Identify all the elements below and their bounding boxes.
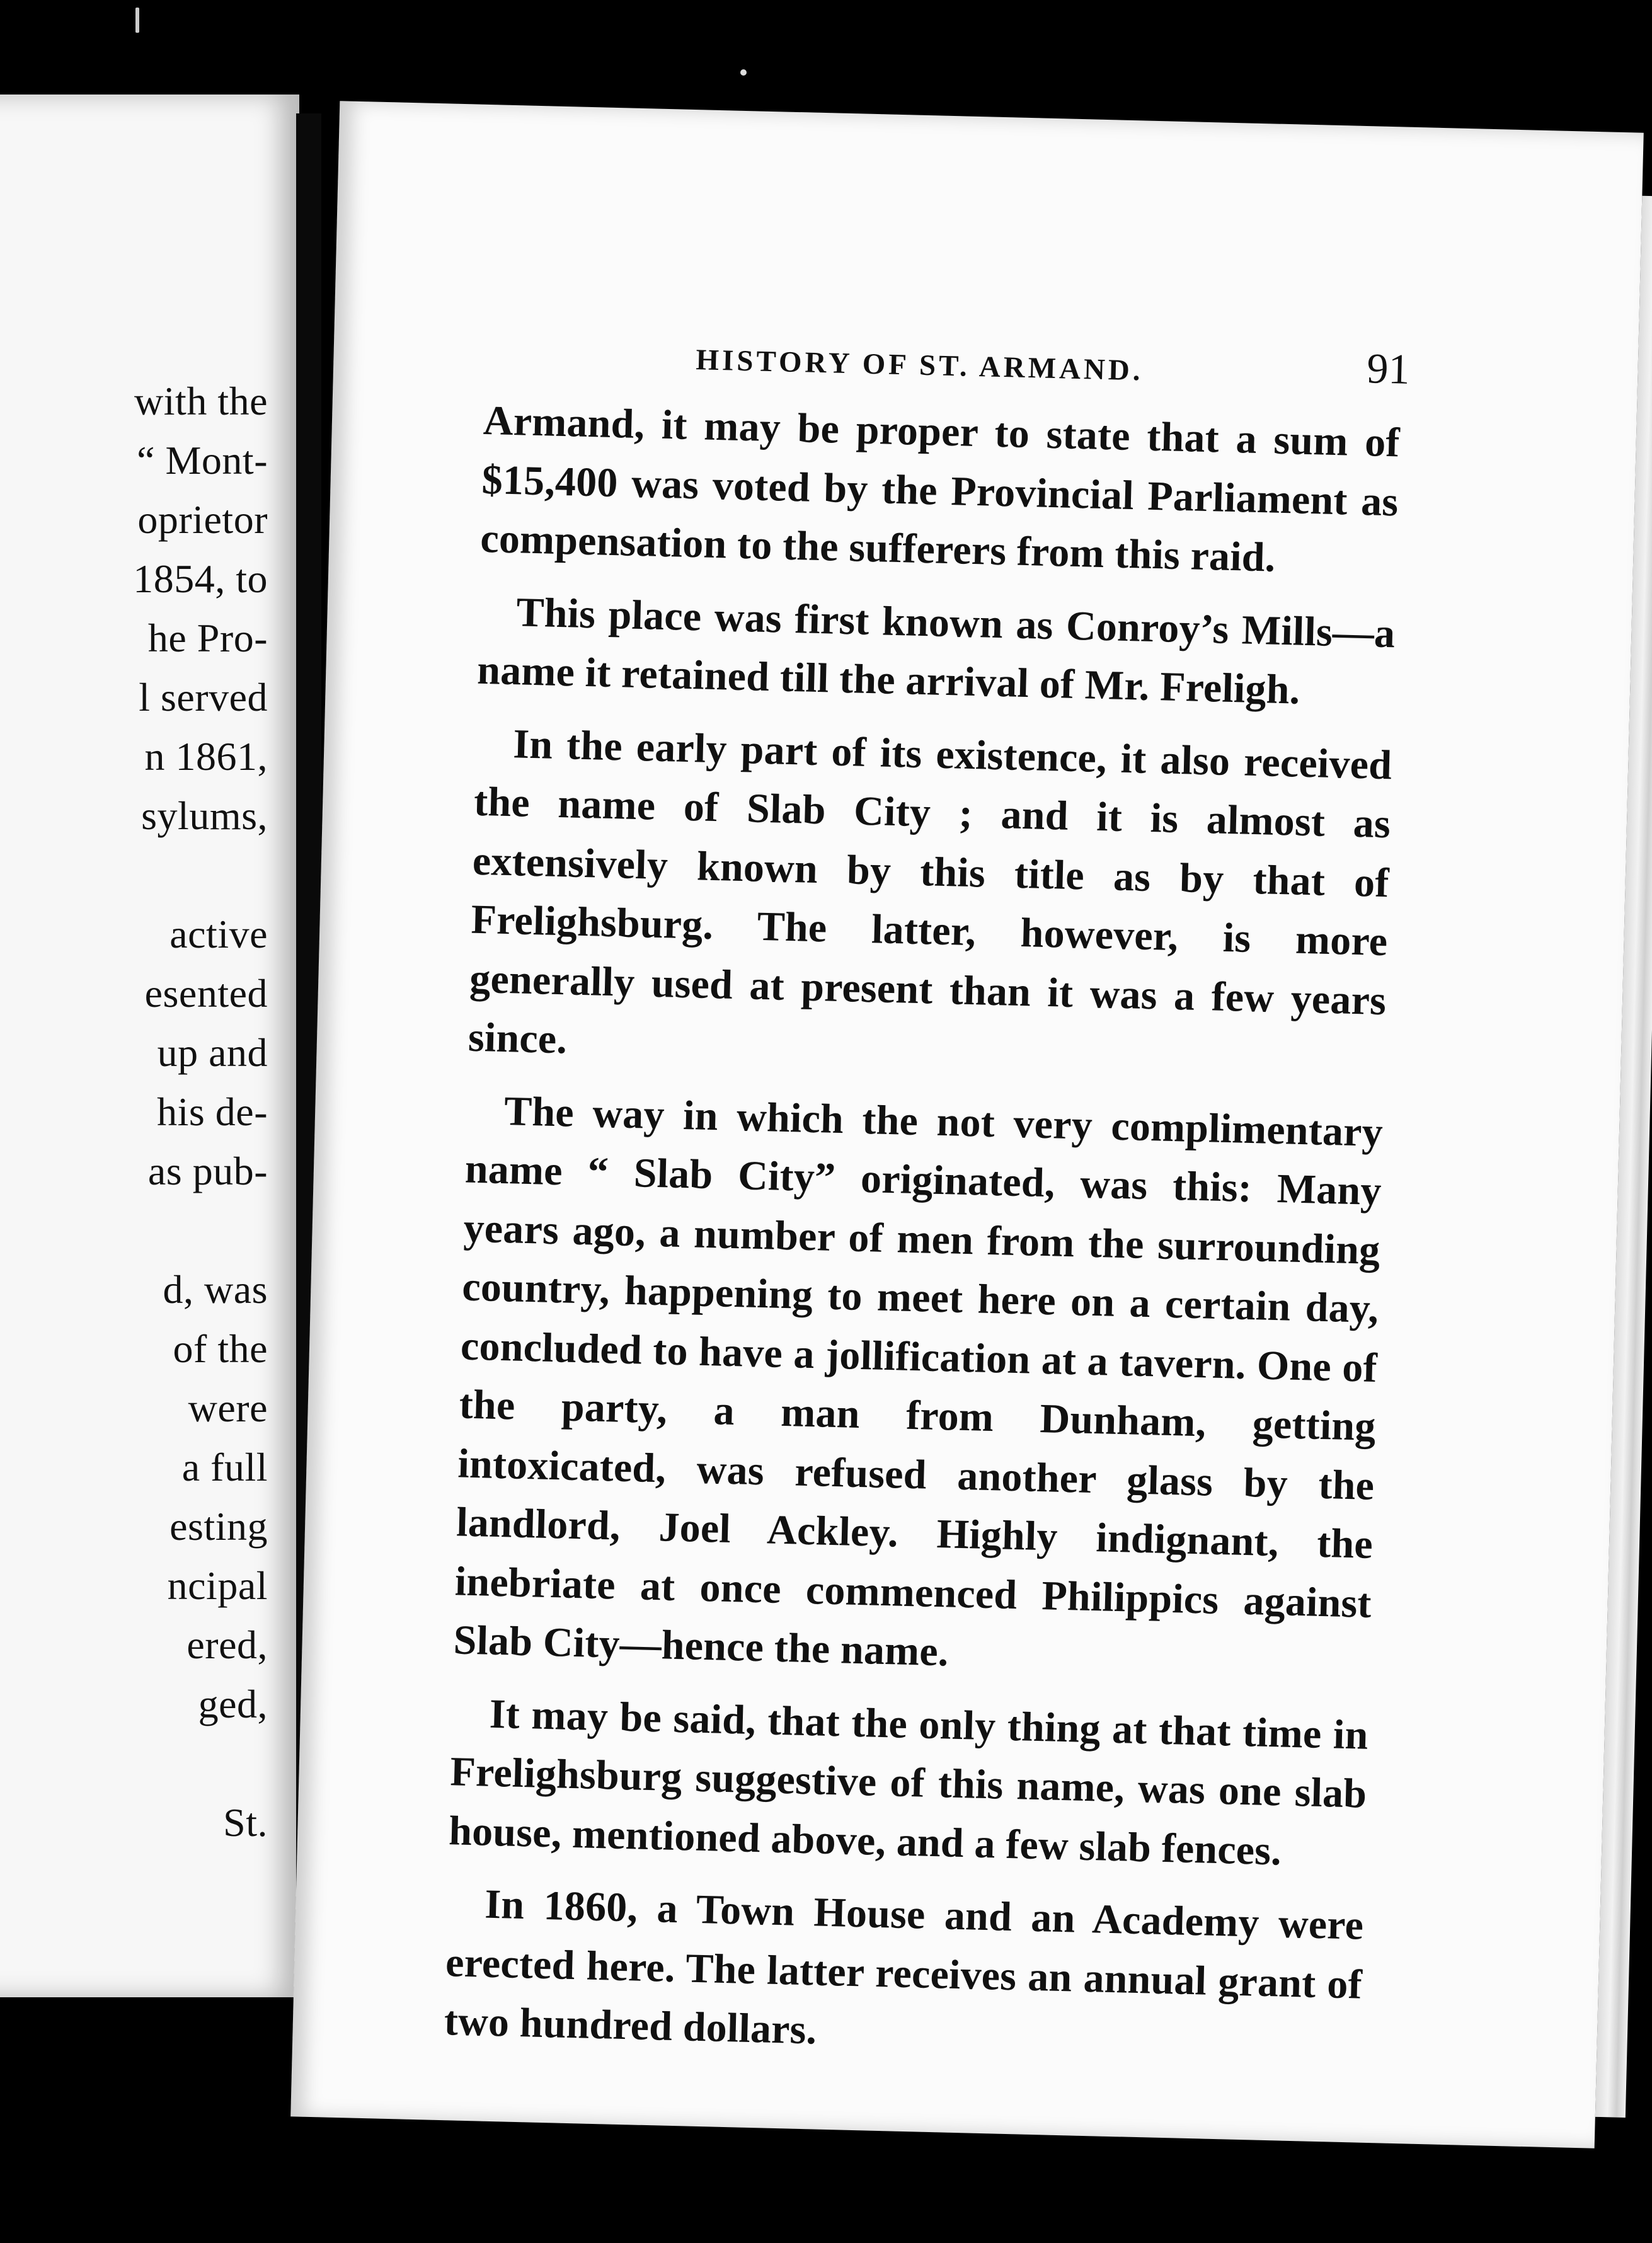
left-line: as pub- xyxy=(147,1149,268,1193)
running-head: HISTORY OF ST. ARMAND. xyxy=(695,343,1144,387)
left-line: esting xyxy=(169,1504,268,1549)
left-line: were xyxy=(188,1385,268,1430)
left-facing-page xyxy=(0,95,299,1997)
left-line: d, was xyxy=(163,1267,268,1312)
right-page xyxy=(290,101,1644,2148)
paragraph: It may be said, that the only thing at that time in Frelighsburg suggestive of this name, was one slab house, mentioned above, and a few slab fences. xyxy=(448,1690,1369,1874)
left-line: ered, xyxy=(186,1622,268,1667)
left-line: his de- xyxy=(157,1089,268,1134)
paragraph: The way in which the not very complimentary name “ Slab City” originated, was this: Many years ago, a number of men from the surrounding country, happening to meet here on a certain day, concluded to have a jollification at a tavern. One of the party, a man from Dunham, getting intoxicated, was refused another glass by the landlord, Joel Ackley. Highly indignant, the inebriate at once commenced Philippics against Slab City—hence the name. xyxy=(452,1087,1384,1675)
body-text xyxy=(443,391,1400,2087)
left-line: of the xyxy=(173,1326,268,1371)
left-line: l served xyxy=(139,675,268,720)
scan-speck xyxy=(135,8,139,33)
paragraph: This place was first known as Conroy’s Mills—a name it retained till the arrival of Mr. Freligh. xyxy=(476,588,1396,713)
left-line: up and xyxy=(157,1030,268,1075)
left-line: ncipal xyxy=(167,1563,268,1608)
left-line: with the xyxy=(134,379,268,423)
left-line: oprietor xyxy=(137,497,268,542)
paragraph: In the early part of its existence, it also received the name of Slab City ; and it is almost as extensively known by this title as by that of Frelighsburg. The latter, however, is more generally used at present than it was a few years since. xyxy=(467,720,1393,1063)
left-page-text xyxy=(0,372,268,1852)
left-line-gap xyxy=(0,1201,268,1260)
page-number: 91 xyxy=(1366,344,1411,393)
left-line: sylums, xyxy=(141,793,268,838)
left-line: “ Mont- xyxy=(137,438,268,483)
left-line: a full xyxy=(181,1445,268,1489)
left-line: St. xyxy=(223,1800,268,1845)
left-line-gap xyxy=(0,846,268,905)
paragraph: Armand, it may be proper to state that a sum of $15,400 was voted by the Provincial Parliament as compensation to the sufferers from this raid. xyxy=(479,397,1401,581)
page-edge xyxy=(1595,196,1652,2118)
paragraph: In 1860, a Town House and an Academy were erected here. The latter receives an annual grant of two hundred dollars. xyxy=(444,1881,1365,2053)
left-line: n 1861, xyxy=(144,734,268,779)
left-line: active xyxy=(169,912,268,956)
left-line: esented xyxy=(144,971,268,1016)
left-line: 1854, to xyxy=(133,556,268,601)
left-line: he Pro- xyxy=(147,616,268,660)
left-line: ged, xyxy=(198,1682,268,1726)
left-line-gap xyxy=(0,1734,268,1793)
scan-speck xyxy=(740,69,747,76)
